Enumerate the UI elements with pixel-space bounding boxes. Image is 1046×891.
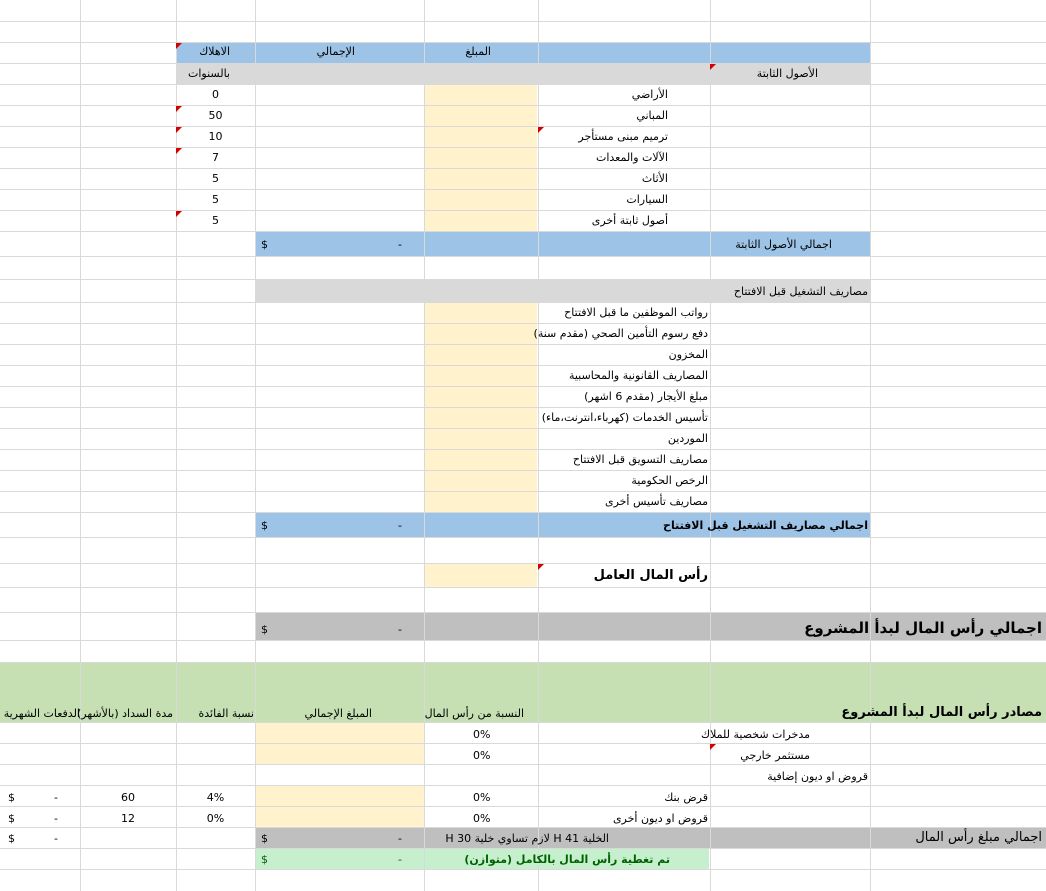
- grid-hline: [0, 785, 1046, 786]
- amount-header: المبلغ: [465, 45, 491, 58]
- grid-hline: [0, 722, 1046, 723]
- loan-payment: -: [54, 812, 58, 825]
- grid-hline: [0, 743, 1046, 744]
- grid-vline: [80, 0, 81, 891]
- asset-label: السيارات: [626, 193, 668, 206]
- header-band: [176, 42, 870, 63]
- source-label: قروض او ديون إضافية: [767, 770, 868, 783]
- grid-hline: [0, 848, 1046, 849]
- asset-years[interactable]: 0: [212, 88, 219, 101]
- fixed-assets-input-column[interactable]: [424, 84, 537, 231]
- grid-hline: [0, 84, 1046, 85]
- fixed-assets-total-label: اجمالي الأصول الثابتة: [735, 238, 832, 251]
- grid-hline: [0, 147, 1046, 148]
- preop-item: المخزون: [668, 348, 708, 361]
- asset-label: ترميم مبنى مستأجر: [578, 130, 668, 143]
- grid-hline: [0, 279, 1046, 280]
- loan-interest[interactable]: 4%: [206, 791, 225, 804]
- preop-item: الرخص الحكومية: [631, 474, 708, 487]
- sources-col-term: مدة السداد (بالأشهر): [77, 707, 173, 720]
- source-ratio: 0%: [473, 749, 491, 762]
- loan-ratio: 0%: [473, 791, 491, 804]
- working-capital-label: رأس المال العامل: [593, 568, 708, 583]
- comment-indicator: [538, 127, 544, 133]
- asset-years[interactable]: 50: [208, 109, 223, 122]
- grid-hline: [0, 21, 1046, 22]
- grid-hline: [0, 640, 1046, 641]
- asset-years[interactable]: 5: [212, 193, 219, 206]
- grid-hline: [0, 428, 1046, 429]
- preop-item: دفع رسوم التأمين الصحي (مقدم سنة): [533, 327, 708, 340]
- in-years-header: بالسنوات: [188, 67, 230, 80]
- loan-label: قروض او ديون أخرى: [612, 812, 708, 825]
- comment-indicator: [710, 64, 716, 70]
- asset-years[interactable]: 7: [212, 151, 219, 164]
- currency-symbol: $: [8, 832, 15, 845]
- grid-vline: [870, 0, 871, 891]
- grid-vline: [255, 0, 256, 891]
- grid-vline: [538, 0, 539, 891]
- sources-total-value: -: [398, 832, 402, 845]
- currency-symbol: $: [8, 791, 15, 804]
- total-header: الإجمالي: [316, 45, 355, 58]
- balance-value: -: [398, 853, 402, 866]
- payment-total-value: -: [54, 832, 58, 845]
- preop-item: مبلغ الأيجار (مقدم 6 اشهر): [584, 390, 708, 403]
- grid-hline: [0, 231, 1046, 232]
- loan-term[interactable]: 12: [121, 812, 135, 825]
- currency-symbol: $: [261, 623, 268, 636]
- grid-hline: [0, 42, 1046, 43]
- startup-total-label: اجمالي رأس المال لبدأ المشروع: [804, 619, 1042, 637]
- grid-hline: [0, 256, 1046, 257]
- asset-label: المباني: [636, 109, 668, 122]
- loan-label: قرض بنك: [664, 791, 708, 804]
- fixed-assets-total-value: -: [398, 238, 402, 251]
- preop-total-value: -: [398, 519, 402, 532]
- comment-indicator: [710, 744, 716, 750]
- sources-title: مصادر رأس المال لبدأ المشروع: [841, 705, 1042, 720]
- loan-term[interactable]: 60: [121, 791, 135, 804]
- grid-hline: [0, 63, 1046, 64]
- working-capital-input[interactable]: [424, 563, 537, 587]
- asset-label: الأثاث: [641, 172, 668, 185]
- preop-item: المصاريف القانونية والمحاسبية: [568, 369, 708, 382]
- check-note: الخلية H 41 لازم تساوي خلية H 30: [445, 832, 609, 845]
- currency-symbol: $: [261, 853, 268, 866]
- grid-hline: [0, 344, 1046, 345]
- asset-label: الآلات والمعدات: [595, 151, 668, 164]
- grid-hline: [0, 210, 1046, 211]
- grid-hline: [0, 449, 1046, 450]
- grid-hline: [0, 869, 1046, 870]
- source-label: مستثمر خارجي: [740, 749, 810, 762]
- grid-hline: [0, 491, 1046, 492]
- preop-item: مصاريف تأسيس أخرى: [604, 495, 708, 508]
- currency-symbol: $: [261, 519, 268, 532]
- grid-hline: [0, 612, 1046, 613]
- preop-item: الموردين: [667, 432, 708, 445]
- grid-hline: [0, 764, 1046, 765]
- sources-col-ratio: النسبة من رأس المال: [424, 707, 524, 720]
- grid-hline: [0, 302, 1046, 303]
- currency-symbol: $: [261, 238, 268, 251]
- grid-hline: [0, 105, 1046, 106]
- loan-payment: -: [54, 791, 58, 804]
- grid-hline: [0, 512, 1046, 513]
- grid-hline: [0, 407, 1046, 408]
- grid-hline: [0, 168, 1046, 169]
- asset-years[interactable]: 10: [208, 130, 223, 143]
- grid-hline: [0, 386, 1046, 387]
- asset-label: الأراضي: [631, 88, 668, 101]
- grid-hline: [0, 563, 1046, 564]
- preop-total-label: اجمالي مصاريف التشغيل قبل الافتتاح: [663, 519, 868, 532]
- sources-col-payment: الدفعات الشهرية: [3, 707, 80, 720]
- source-label: مدخرات شخصية للملاك: [701, 728, 810, 741]
- currency-symbol: $: [8, 812, 15, 825]
- fixed-assets-header: الأصول الثابتة: [756, 67, 818, 80]
- grid-hline: [0, 365, 1046, 366]
- asset-years[interactable]: 5: [212, 214, 219, 227]
- comment-indicator: [176, 43, 182, 49]
- grid-hline: [0, 537, 1046, 538]
- loan-ratio: 0%: [473, 812, 491, 825]
- grid-hline: [0, 470, 1046, 471]
- grid-hline: [0, 827, 1046, 828]
- grid-hline: [0, 189, 1046, 190]
- startup-total-value: -: [398, 623, 402, 636]
- balance-message: تم تغطية رأس المال بالكامل (متوازن): [464, 853, 670, 866]
- source-ratio: 0%: [473, 728, 491, 741]
- grid-hline: [0, 662, 1046, 663]
- currency-symbol: $: [261, 832, 268, 845]
- grid-hline: [0, 323, 1046, 324]
- loan-interest[interactable]: 0%: [206, 812, 225, 825]
- grid-vline: [424, 0, 425, 891]
- grid-vline: [710, 0, 711, 891]
- depreciation-header: الاهلاك: [199, 45, 230, 58]
- grid-hline: [0, 806, 1046, 807]
- grid-hline: [0, 587, 1046, 588]
- sources-total-label: اجمالي مبلغ رأس المال: [915, 830, 1042, 845]
- asset-label: أصول ثابتة أخرى: [591, 214, 668, 227]
- preop-header: مصاريف التشغيل قبل الافتتاح: [733, 285, 868, 298]
- preop-item: رواتب الموظفين ما قبل الافتتاح: [564, 306, 708, 319]
- asset-years[interactable]: 5: [212, 172, 219, 185]
- grid-hline: [0, 126, 1046, 127]
- sources-col-interest: نسبة الفائدة: [198, 707, 254, 720]
- comment-indicator: [538, 564, 544, 570]
- preop-item: مصاريف التسويق قبل الافتتاح: [572, 453, 708, 466]
- preop-item: تأسيس الخدمات (كهرباء،انترنت،ماء): [541, 411, 708, 424]
- sources-col-total: المبلغ الإجمالي: [304, 707, 372, 720]
